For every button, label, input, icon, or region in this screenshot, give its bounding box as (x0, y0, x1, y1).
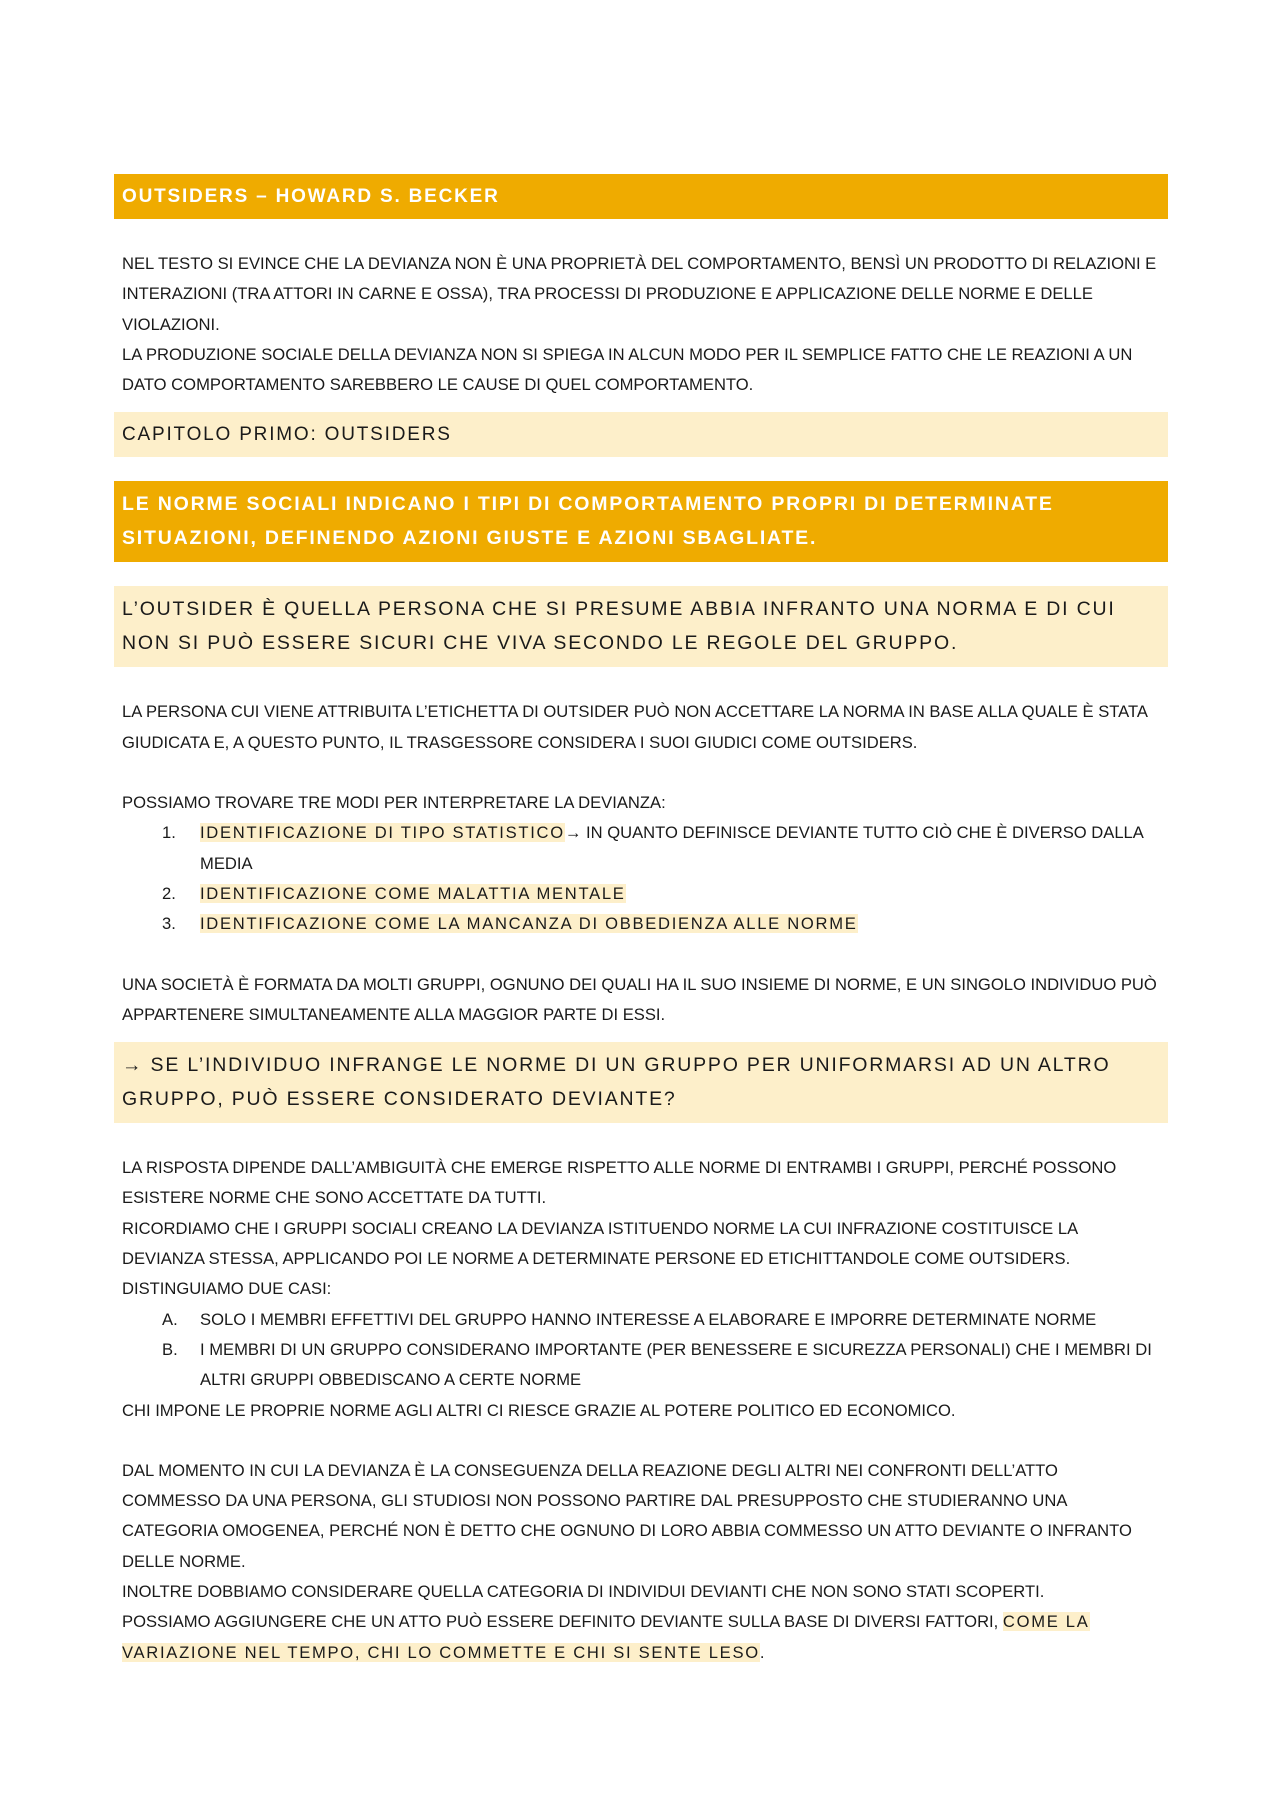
list-item (114, 1305, 1168, 1335)
label-paragraph: LA PERSONA CUI VIENE ATTRIBUITA L’ETICHETTA DI OUTSIDER PUÒ NON ACCETTARE LA NORMA IN BASE ALLA QUALE È STATA GIUDICATA E, A QUESTO PUNTO, IL TRASGESSORE CONSIDERA I SUOI GIUDICI COME OUTSIDERS. (122, 702, 1148, 752)
highlighted-factors: COME LA VARIAZIONE NEL TEMPO, CHI LO COMMETTE E CHI SI SENTE LESO (122, 1612, 1090, 1662)
highlighted-term: IDENTIFICAZIONE COME MALATTIA MENTALE (200, 883, 626, 903)
outsider-heading: L’OUTSIDER È QUELLA PERSONA CHE SI PRESUME ABBIA INFRANTO UNA NORMA E DI CUI NON SI PUÒ ESSERE SICURI CHE VIVA SECONDO LE REGOLE DEL GRUPPO. (114, 586, 1168, 667)
document-title: OUTSIDERS – HOWARD S. BECKER (114, 174, 1168, 219)
list-letter: A. (162, 1309, 178, 1329)
list-item (114, 909, 1168, 939)
final-text-end: . (759, 1642, 765, 1662)
society-paragraph: UNA SOCIETÀ È FORMATA DA MOLTI GRUPPI, OGNUNO DEI QUALI HA IL SUO INSIEME DI NORME, E UN SINGOLO INDIVIDUO PUÒ APPARTENERE SIMULTANEAMENTE ALLA MAGGIOR PARTE DI ESSI. (122, 974, 1157, 1024)
modes-intro: POSSIAMO TROVARE TRE MODI PER INTERPRETARE LA DEVIANZA: (122, 793, 666, 813)
highlighted-term: IDENTIFICAZIONE COME LA MANCANZA DI OBBEDIENZA ALLE NORME (200, 914, 858, 934)
final-paragraph-1: DAL MOMENTO IN CUI LA DEVIANZA È LA CONSEGUENZA DELLA REAZIONE DEGLI ALTRI NEI CONFRONTI DELL’ATTO COMMESSO DA UNA PERSONA, GLI STUDIOSI NON POSSONO PARTIRE DAL PRESUPPOSTO CHE STUDIERANNO UNA CATEGORIA OMOGENEA, PERCHÉ NON È DETTO CHE OGNUNO DI LORO ABBIA COMMESSO UN ATTO DEVIANTE O INFRANTO DELLE NORME. (122, 1460, 1132, 1571)
list-number: 2. (162, 883, 176, 903)
list-letter: B. (162, 1339, 178, 1359)
list-text: I MEMBRI DI UN GRUPPO CONSIDERANO IMPORTANTE (PER BENESSERE E SICUREZZA PERSONALI) CHE I MEMBRI DI ALTRI GRUPPI OBBEDISCANO A CERTE NORME (200, 1339, 1152, 1390)
list-text: → IN QUANTO DEFINISCE DEVIANTE TUTTO CIÒ CHE È DIVERSO DALLA MEDIA (200, 823, 1143, 873)
final-paragraph-3 (114, 1607, 1168, 1668)
list-number: 1. (162, 823, 176, 843)
final-paragraph-2: INOLTRE DOBBIAMO CONSIDERARE QUELLA CATEGORIA DI INDIVIDUI DEVIANTI CHE NON SONO STATI SCOPERTI. (122, 1582, 1045, 1602)
list-item (114, 1335, 1168, 1396)
document-content (114, 174, 1168, 1668)
intro-paragraph-1: NEL TESTO SI EVINCE CHE LA DEVIANZA NON È UNA PROPRIETÀ DEL COMPORTAMENTO, BENSÌ UN PRODOTTO DI RELAZIONI E INTERAZIONI (TRA ATTORI IN CARNE E OSSA), TRA PROCESSI DI PRODUZIONE E APPLICAZIONE DELLE NORME E DELLE VIOLAZIONI. (122, 254, 1157, 334)
norms-heading: LE NORME SOCIALI INDICANO I TIPI DI COMPORTAMENTO PROPRI DI DETERMINATE SITUAZIONI, DEFINENDO AZIONI GIUSTE E AZIONI SBAGLIATE. (114, 481, 1168, 562)
list-text: SOLO I MEMBRI EFFETTIVI DEL GRUPPO HANNO INTERESSE A ELABORARE E IMPORRE DETERMINATE NORME (200, 1309, 1097, 1329)
modes-list (114, 818, 1168, 939)
answer-paragraph-2: RICORDIAMO CHE I GRUPPI SOCIALI CREANO LA DEVIANZA ISTITUENDO NORME LA CUI INFRAZIONE COSTITUISCE LA DEVIANZA STESSA, APPLICANDO POI LE NORME A DETERMINATE PERSONE ED ETICHITTANDOLE COME OUTSIDERS. (122, 1218, 1078, 1269)
answer-paragraph-1: LA RISPOSTA DIPENDE DALL’AMBIGUITÀ CHE EMERGE RISPETTO ALLE NORME DI ENTRAMBI I GRUPPI, PERCHÉ POSSONO ESISTERE NORME CHE SONO ACCETTATE DA TUTTI. (122, 1158, 1117, 1208)
list-item (114, 818, 1168, 879)
highlighted-term: IDENTIFICAZIONE DI TIPO STATISTICO (200, 823, 565, 843)
power-paragraph: CHI IMPONE LE PROPRIE NORME AGLI ALTRI CI RIESCE GRAZIE AL POTERE POLITICO ED ECONOMICO. (122, 1400, 956, 1420)
list-number: 3. (162, 914, 176, 934)
question-heading: → SE L’INDIVIDUO INFRANGE LE NORME DI UN GRUPPO PER UNIFORMARSI AD UN ALTRO GRUPPO, PUÒ ESSERE CONSIDERATO DEVIANTE? (114, 1042, 1168, 1123)
final-text-start: POSSIAMO AGGIUNGERE CHE UN ATTO PUÒ ESSERE DEFINITO DEVIANTE SULLA BASE DI DIVERSI FATTORI, (122, 1612, 1003, 1632)
cases-list (114, 1305, 1168, 1396)
list-item (114, 879, 1168, 909)
chapter-heading: CAPITOLO PRIMO: OUTSIDERS (114, 412, 1168, 457)
answer-paragraph-3: DISTINGUIAMO DUE CASI: (122, 1279, 332, 1299)
intro-paragraph-2: LA PRODUZIONE SOCIALE DELLA DEVIANZA NON SI SPIEGA IN ALCUN MODO PER IL SEMPLICE FATTO CHE LE REAZIONI A UN DATO COMPORTAMENTO SAREBBERO LE CAUSE DI QUEL COMPORTAMENTO. (122, 344, 1133, 395)
